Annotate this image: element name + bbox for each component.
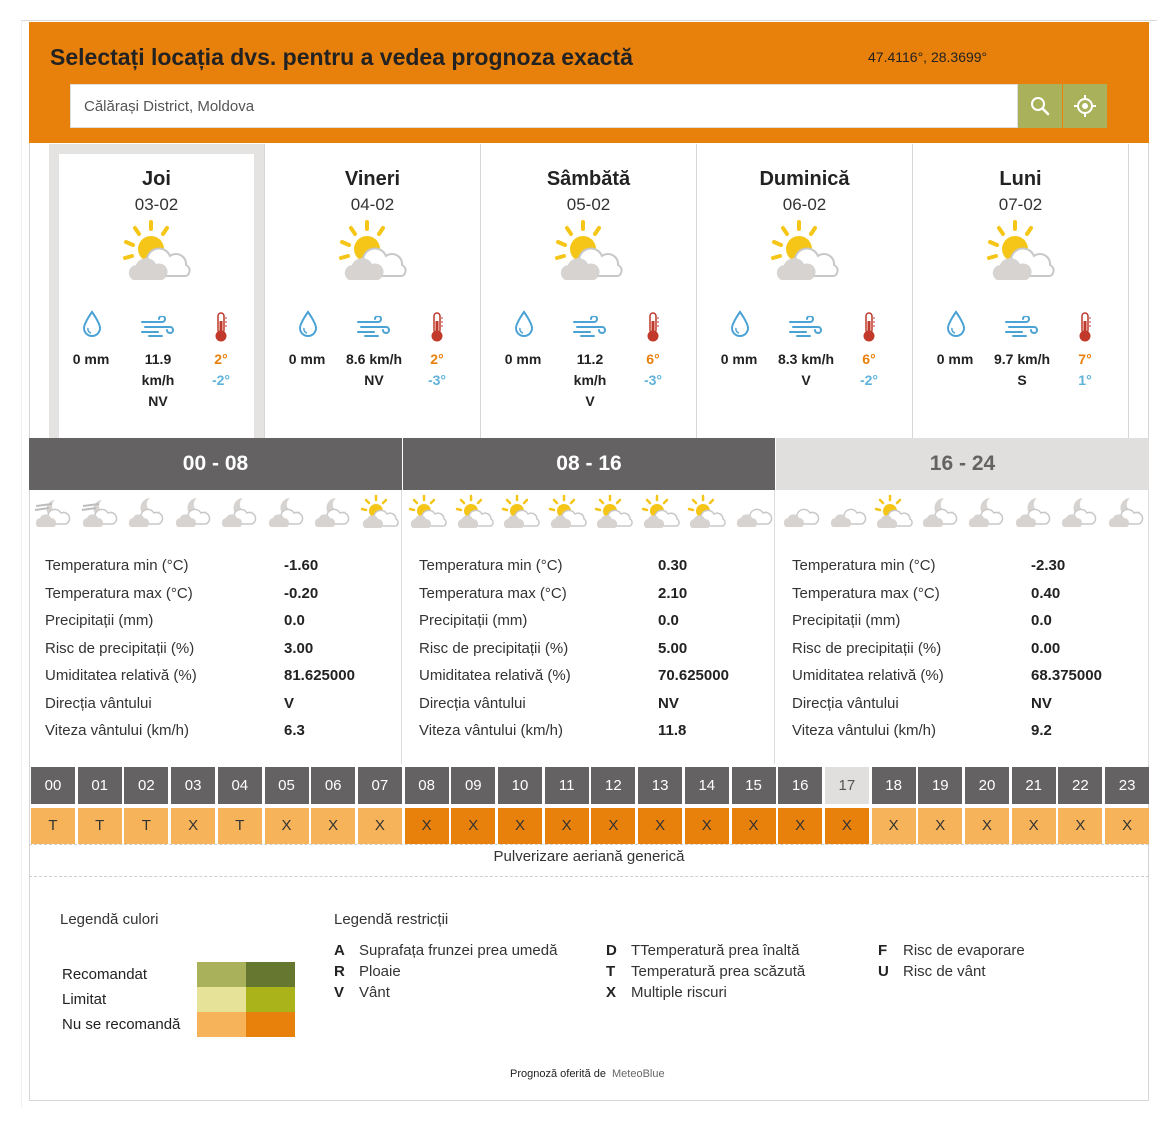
stat-label: Risc de precipitații (%) [45,639,195,657]
wind-line: V [585,393,595,409]
day-card[interactable] [697,144,913,438]
crosshair-icon [1073,94,1097,118]
stat-label: Temperatura max (°C) [792,584,940,602]
day-temps [847,349,891,391]
hour-header[interactable]: 14 [685,767,729,804]
restriction-cell[interactable]: T [218,808,262,844]
thermometer-icon [429,311,445,348]
wind-line: 11.9 [144,351,172,367]
stat-value: 68.375000 [1031,667,1102,684]
restriction-cell[interactable]: X [358,808,402,844]
legend-swatch [246,962,295,987]
day-tmin: 1° [1078,372,1092,388]
hour-header[interactable]: 19 [918,767,962,804]
wind-line: NV [364,372,384,388]
hour-header[interactable]: 13 [638,767,682,804]
stat-label: Direcția vântului [792,694,899,712]
restriction-cell[interactable]: X [591,808,635,844]
period-details [403,490,775,764]
partly-sunny-icon [553,220,625,284]
day-precip: 0 mm [504,351,542,367]
hour-header[interactable]: 20 [965,767,1009,804]
day-tmin: -2° [211,372,231,388]
thermometer-icon [645,311,661,348]
stat-label: Precipitații (mm) [419,612,528,629]
restriction-cell[interactable]: X [918,808,962,844]
coordinates: 47.4116°, 28.3699° [868,49,988,65]
legend-swatch [197,962,246,987]
restriction-key: F [878,942,888,959]
day-card[interactable] [913,144,1129,438]
day-name: Joi [142,168,171,190]
restriction-cell[interactable]: X [825,808,869,844]
wind-line: km/h [573,372,607,388]
location-header [29,22,1149,143]
day-precip: 0 mm [936,351,974,367]
day-date: 05-02 [566,195,611,214]
legend-swatch [197,987,246,1012]
page-title: Selectați locația dvs. pentru a vedea prognoza exactă [50,44,633,70]
wind-icon [788,316,822,343]
partly-sunny-icon [121,220,193,284]
hour-header[interactable]: 10 [498,767,542,804]
restriction-text: Multiple riscuri [631,984,727,1001]
partly-sunny-icon [769,220,841,284]
hour-header[interactable]: 21 [1012,767,1056,804]
day-tmax: 6° [862,351,876,367]
restriction-cell[interactable]: X [1012,808,1056,844]
stat-label: Precipitații (mm) [792,612,901,629]
stat-value: 70.625000 [658,667,729,684]
stat-label: Temperatura min (°C) [792,557,936,574]
stat-value: 0.30 [658,557,688,574]
restriction-cell[interactable]: X [872,808,916,844]
day-tmin: -3° [427,372,447,388]
day-tmax: 2° [214,351,228,367]
period-tab[interactable]: 16 - 24 [776,438,1149,490]
restriction-cell[interactable]: X [638,808,682,844]
restriction-cell[interactable]: X [685,808,729,844]
legend-color-label: Nu se recomandă [62,1016,181,1033]
restriction-cell[interactable]: T [124,808,168,844]
hour-header[interactable]: 01 [78,767,122,804]
day-date: 06-02 [782,195,827,214]
raindrop-icon [945,310,967,343]
day-temps [631,349,675,391]
stat-value: -1.60 [284,557,319,574]
day-date: 03-02 [134,195,179,214]
stat-value: -0.20 [284,584,319,602]
restriction-text: Risc de vânt [903,963,986,980]
hour-header[interactable]: 12 [591,767,635,804]
raindrop-icon [297,310,319,343]
stat-value: 11.8 [658,722,687,739]
stat-value: 6.3 [284,722,305,739]
restriction-key: T [606,963,616,980]
restriction-key: U [878,963,889,980]
wind-line: km/h [141,372,175,388]
search-button[interactable] [1018,84,1062,128]
day-wind [123,349,193,412]
day-card[interactable] [265,144,481,438]
restriction-text: Temperatură prea scăzută [631,963,806,980]
wind-line: NV [148,393,168,409]
thermometer-icon [861,311,877,348]
restriction-key: X [606,984,617,1001]
raindrop-icon [513,310,535,343]
hour-header[interactable]: 07 [358,767,402,804]
stat-label: Direcția vântului [45,694,152,712]
search-icon [1030,96,1050,116]
day-precip: 0 mm [720,351,758,367]
day-date: 04-02 [350,195,395,214]
stat-label: Viteza vântului (km/h) [419,722,563,739]
hour-header[interactable]: 09 [451,767,495,804]
restriction-key: A [334,942,345,959]
restriction-cell[interactable]: X [1105,808,1149,844]
thermometer-icon [1077,311,1093,348]
stat-label: Umiditatea relativă (%) [45,667,197,684]
hour-header[interactable]: 17 [825,767,869,804]
stat-value: V [284,694,295,712]
restriction-cell[interactable]: X [265,808,309,844]
restriction-text: Suprafața frunzei prea umedă [359,942,558,959]
hour-header[interactable]: 05 [265,767,309,804]
restriction-cell[interactable]: X [498,808,542,844]
day-name: Vineri [344,168,401,190]
wind-icon [1004,316,1038,343]
stat-value: 0.00 [1031,639,1061,657]
legend-swatch [246,1012,295,1037]
partly-sunny-icon [985,220,1057,284]
footer-credit [510,1068,665,1080]
day-wind [987,349,1057,391]
wind-icon [572,316,606,343]
day-name: Duminică [759,168,850,190]
footer-text: Prognoză oferită de [510,1068,607,1080]
stat-value: 0.0 [284,612,305,629]
stat-value: -2.30 [1031,557,1066,574]
stat-value: 81.625000 [284,667,355,684]
day-wind [555,349,625,412]
day-date: 07-02 [998,195,1043,214]
location-search-input[interactable] [71,85,1017,127]
period-details [29,490,402,764]
stat-label: Umiditatea relativă (%) [419,667,571,684]
stat-value: 0.0 [658,612,679,629]
hour-header[interactable]: 18 [872,767,916,804]
stat-label: Temperatura max (°C) [419,584,567,602]
restriction-cell[interactable]: X [405,808,449,844]
day-wind [339,349,409,391]
legend-restrictions-title: Legendă restricții [334,911,449,928]
stat-label: Temperatura min (°C) [45,557,189,574]
restriction-key: V [334,984,345,1001]
hour-header[interactable]: 15 [732,767,776,804]
legend-color-label: Recomandat [62,966,148,983]
spray-caption: Pulverizare aeriană generică [29,844,1149,877]
day-tmin: -3° [643,372,663,388]
hour-header[interactable]: 11 [545,767,589,804]
provider-link[interactable]: MeteoBlue [612,1068,665,1080]
hour-header[interactable]: 03 [171,767,215,804]
legend-colors-title: Legendă culori [60,911,159,928]
day-tmax: 2° [430,351,444,367]
restriction-key: R [334,963,345,980]
day-temps [415,349,459,391]
stat-label: Precipitații (mm) [45,612,154,629]
wind-line: 8.3 km/h [777,351,835,367]
period-tab[interactable]: 00 - 08 [29,438,402,490]
restriction-cell[interactable]: T [78,808,122,844]
restriction-text: Vânt [359,984,390,1001]
restriction-cell[interactable]: X [545,808,589,844]
restriction-cell[interactable]: X [451,808,495,844]
day-temps [199,349,243,391]
stat-label: Viteza vântului (km/h) [792,722,936,739]
day-tmax: 6° [646,351,660,367]
stat-label: Temperatura max (°C) [45,584,193,602]
restriction-cell[interactable]: X [732,808,776,844]
hour-header[interactable]: 08 [405,767,449,804]
hour-header[interactable]: 00 [31,767,75,804]
raindrop-icon [81,310,103,343]
restriction-text: TTemperatură prea înaltă [631,942,800,959]
hour-header[interactable]: 16 [778,767,822,804]
legend-swatch [246,987,295,1012]
stat-label: Viteza vântului (km/h) [45,722,189,739]
day-precip: 0 mm [72,351,110,367]
stat-label: Risc de precipitații (%) [792,639,942,657]
restriction-text: Risc de evaporare [903,942,1025,959]
location-search-box[interactable] [70,84,1018,128]
day-tmin: -2° [859,372,879,388]
stat-value: 0.40 [1031,584,1061,602]
restriction-cell[interactable]: X [965,808,1009,844]
restriction-text: Ploaie [359,963,401,980]
stat-label: Temperatura min (°C) [419,557,563,574]
stat-label: Risc de precipitații (%) [419,639,569,657]
stat-value: 3.00 [284,639,314,657]
period-tab[interactable]: 08 - 16 [403,438,775,490]
hour-header[interactable]: 23 [1105,767,1149,804]
legend-color-label: Limitat [62,991,107,1008]
day-card[interactable] [481,144,697,438]
day-name: Luni [999,168,1042,190]
stat-label: Direcția vântului [419,694,526,712]
wind-icon [140,316,174,343]
stat-label: Umiditatea relativă (%) [792,667,944,684]
restriction-key: D [606,942,617,959]
day-name: Sâmbătă [546,168,631,190]
restriction-cell[interactable]: X [1058,808,1102,844]
wind-line: S [1017,372,1027,388]
wind-line: 9.7 km/h [993,351,1051,367]
day-precip: 0 mm [288,351,326,367]
locate-button[interactable] [1063,84,1107,128]
stat-value: NV [1031,694,1052,712]
stat-value: NV [658,694,679,712]
partly-sunny-icon [337,220,409,284]
restriction-cell[interactable]: X [311,808,355,844]
hour-header[interactable]: 04 [218,767,262,804]
wind-line: V [801,372,811,388]
hour-header[interactable]: 06 [311,767,355,804]
thermometer-icon [213,311,229,348]
hour-header[interactable]: 22 [1058,767,1102,804]
wind-icon [356,316,390,343]
restriction-cell[interactable]: X [778,808,822,844]
stat-value: 9.2 [1031,722,1052,739]
day-wind [771,349,841,391]
wind-line: 8.6 km/h [345,351,403,367]
legend-swatch [197,1012,246,1037]
day-tmax: 7° [1078,351,1092,367]
day-card[interactable] [49,144,265,438]
period-details [776,490,1149,764]
raindrop-icon [729,310,751,343]
stat-value: 0.0 [1031,612,1052,629]
restriction-cell[interactable]: X [171,808,215,844]
restriction-cell[interactable]: T [31,808,75,844]
wind-line: 11.2 [576,351,604,367]
day-temps [1063,349,1107,391]
stat-value: 5.00 [658,639,688,657]
hour-header[interactable]: 02 [124,767,168,804]
stat-value: 2.10 [658,584,688,602]
